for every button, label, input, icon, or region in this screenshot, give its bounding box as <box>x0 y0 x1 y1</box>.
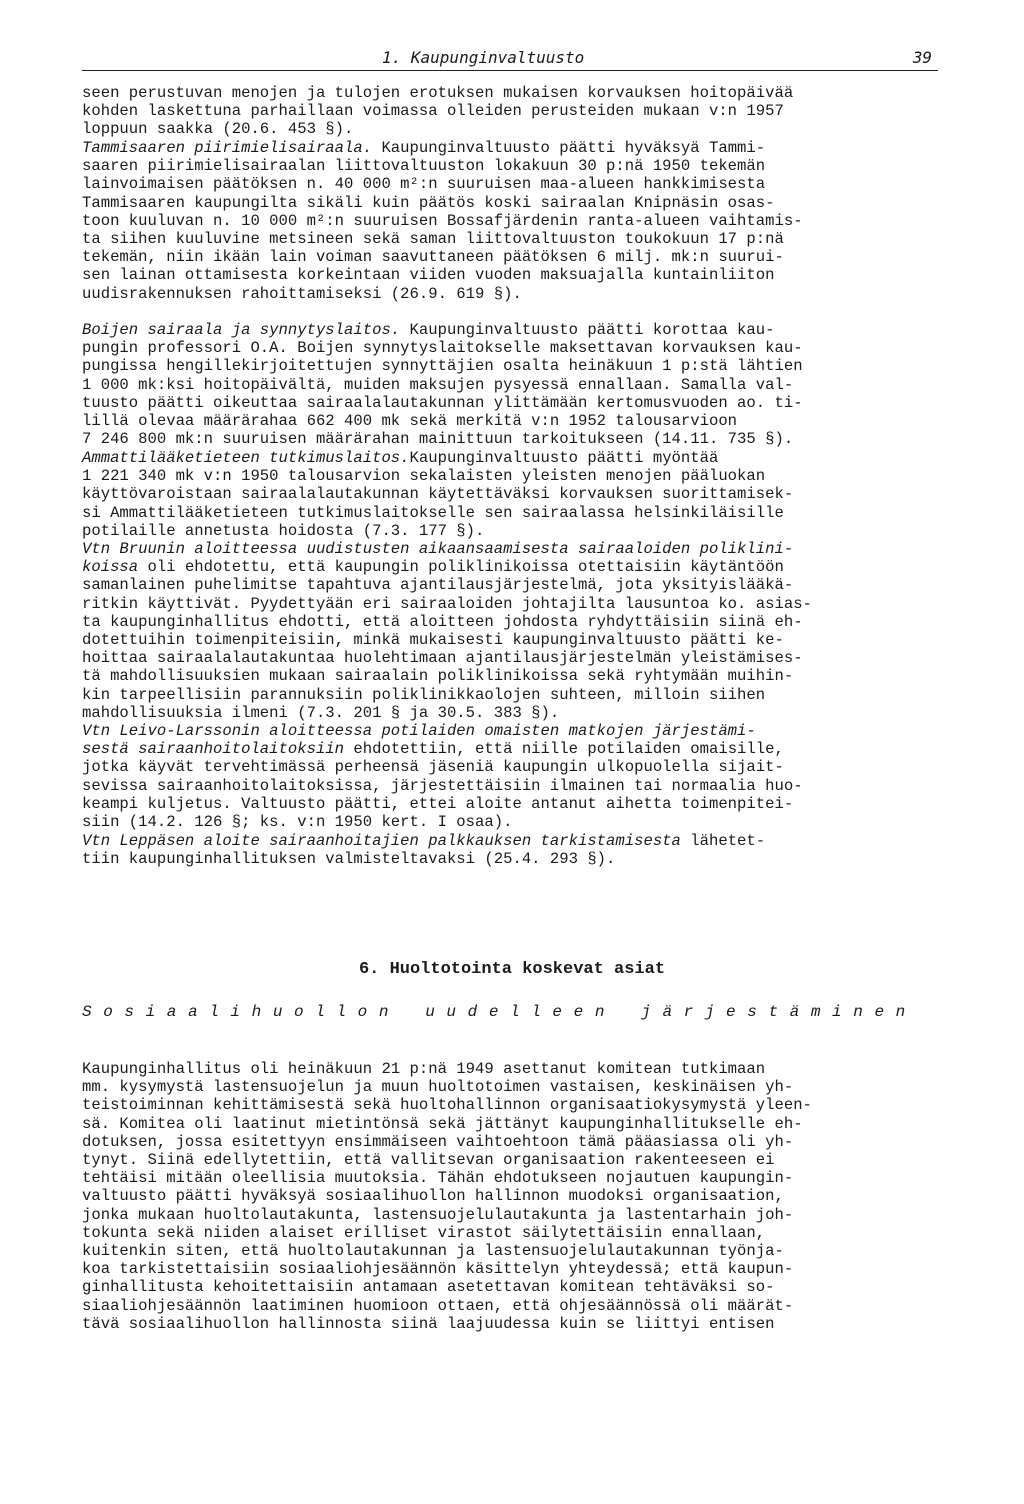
text-line: saaren piirimielisairaalan liittovaltuuston lokakuun 30 p:nä 1950 tekemän <box>82 157 766 176</box>
text-line: lillä olevaa määrärahaa 662 400 mk sekä merkitä v:n 1952 talousarvioon <box>82 412 738 431</box>
text-line: uudisrakennuksen rahoittamiseksi (26.9. 619 §). <box>82 284 522 303</box>
text-line: teistoiminnan kehittämisestä sekä huoltohallinnon organisaatiokysymystä yleen- <box>82 1096 812 1115</box>
text-line: Kaupunginvaltuusto päätti hyväksyä Tammi- <box>372 139 766 157</box>
page-header <box>82 44 938 71</box>
text-line: valtuusto päätti hyväksyä sosiaalihuollon hallinnon muodoksi organisaation, <box>82 1187 784 1206</box>
text-line: tävä sosiaalihuollon hallinnosta siinä laajuudessa kuin se liittyi entisen <box>82 1314 775 1333</box>
text-line: siaaliohjesäännön laatiminen huomioon ottaen, että ohjesäännössä oli määrät- <box>82 1296 794 1315</box>
paragraph-lead: Tammisaaren piirimielisairaala. <box>82 139 373 157</box>
paragraph-boije <box>82 321 952 448</box>
text-line: pungissa hengillekirjoitettujen synnyttäjien osalta heinäkuun 1 p:stä lähtien <box>82 357 803 376</box>
text-line: tehtäisi mitään oleellisia muutoksia. Tähän ehdotukseen nojautuen kaupungin- <box>82 1169 794 1188</box>
text-line: dotettuihin toimenpiteisiin, minkä mukaisesti kaupunginvaltuusto päätti ke- <box>82 631 784 650</box>
paragraph-leppanen <box>82 832 952 868</box>
text-line: tokunta sekä niiden alaiset erilliset virastot säilytettäisiin ennallaan, <box>82 1223 766 1242</box>
text-line: samanlainen puhelimitse tapahtuva ajantilausjärjestelmä, jota yksityislääkä- <box>82 576 794 595</box>
text-line: Kaupunginvaltuusto päätti myöntää <box>409 449 719 467</box>
text-line: kohden laskettuna parhaillaan voimassa olleiden perusteiden mukaan v:n 1957 <box>82 102 784 121</box>
text-line: jonka mukaan huoltolautakunta, lastensuojelulautakunta ja lastentarhain joh- <box>82 1205 794 1224</box>
text-line: si Ammattilääketieteen tutkimuslaitokselle sen sairaalassa helsinkiläisille <box>82 503 784 522</box>
text-line: ehdotettiin, että niille potilaiden omaisille, <box>344 740 784 759</box>
paragraph-leivo-larsson <box>82 722 952 831</box>
text-line: tä mahdollisuuksien mukaan sairaalain poliklinikoissa sekä ryhtymään muihin- <box>82 667 794 686</box>
section-heading: 6. Huoltotointa koskevat asiat <box>358 960 666 979</box>
text-line: mm. kysymystä lastensuojelun ja muun huoltotoimen vastaisen, keskinäisen yh- <box>82 1078 794 1097</box>
text-line: dotuksen, jossa esitettyyn ensimmäiseen vaihtoehtoon tämä pääasiassa oli yh- <box>82 1132 794 1151</box>
text-line: kin tarpeellisiin parannuksiin poliklinikkaolojen suhteen, milloin siihen <box>82 685 766 704</box>
text-line: tynyt. Siinä edellytettiin, että vallitsevan organisaation rakenteeseen ei <box>82 1151 775 1170</box>
text-line: Kaupunginvaltuusto päätti korottaa kau- <box>400 321 775 339</box>
text-line: seen perustuvan menojen ja tulojen erotuksen mukaisen korvauksen hoitopäivää <box>82 84 794 102</box>
paragraph-bruun <box>82 540 952 722</box>
text-line: Kaupunginhallitus oli heinäkuun 21 p:nä 1949 asettanut komitean tutkimaan <box>82 1060 766 1078</box>
text-line: koa tarkistettaisiin sosiaaliohjesäännön käsittelyn yhteydessä; että kaupun- <box>82 1260 794 1279</box>
text-line: 1 221 340 mk v:n 1950 talousarvion sekalaisten yleisten menojen pääluokan <box>82 467 766 486</box>
text-line: ginhallitusta kehoitettaisiin antamaan asetettavan komitean tehtäväksi so- <box>82 1278 775 1297</box>
text-line: hoittaa sairaalalautakuntaa huolehtimaan ajantilausjärjestelmän yleistämises- <box>82 649 803 668</box>
text-line: tekemän, niin ikään lain voiman saavuttaneen päätöksen 6 milj. mk:n suurui- <box>82 248 784 267</box>
paragraph-lead: Ammattilääketieteen tutkimuslaitos. <box>82 449 410 467</box>
text-line: ta siihen kuuluvine metsineen sekä saman liittovaltuuston toukokuun 17 p:nä <box>82 230 784 249</box>
text-line: sä. Komitea oli laatinut mietintönsä sekä jättänyt kaupunginhallitukselle eh- <box>82 1114 803 1133</box>
text-line: lähetet- <box>680 832 766 850</box>
text-line: siin (14.2. 126 §; ks. v:n 1950 kert. I osaa). <box>82 813 513 832</box>
paragraph-lead: Vtn Leppäsen aloite sairaanhoitajien palkkauksen tarkistamisesta <box>82 832 681 850</box>
text-line: toon kuuluvan n. 10 000 m²:n suuruisen Bossafjärdenin ranta-alueen vaihtamis- <box>82 211 803 230</box>
paragraph-lead: Vtn Leivo-Larssonin aloitteessa potilaiden omaisten matkojen järjestämi- <box>82 722 756 740</box>
text-line: pungin professori O.A. Boijen synnytyslaitokselle maksettavan korvauksen kau- <box>82 339 803 358</box>
text-line: tuusto päätti oikeuttaa sairaalalautakunnan ylittämään kertomusvuoden ao. ti- <box>82 393 803 412</box>
running-title: 1. Kaupunginvaltuusto <box>382 48 585 67</box>
text-line: kuitenkin siten, että huoltolautakunnan ja lastensuojelulautakunnan työnja- <box>82 1242 784 1261</box>
paragraph-lead-cont: sestä sairaanhoitolaitoksiin <box>82 740 345 759</box>
text-line: loppuun saakka (20.6. 453 §). <box>82 120 354 139</box>
text-line: sen lainan ottamisesta korkeintaan viiden vuoden maksuajalla kuntainliiton <box>82 266 775 285</box>
paragraph-lead-cont: koissa <box>82 558 139 577</box>
text-line: lainvoimaisen päätöksen n. 40 000 m²:n suuruisen maa-alueen hankkimisesta <box>82 175 766 194</box>
text-line: tiin kaupunginhallituksen valmisteltavaksi (25.4. 293 §). <box>82 850 616 869</box>
page-number: 39 <box>912 48 932 67</box>
paragraph-lead: Boijen sairaala ja synnytyslaitos. <box>82 321 401 339</box>
text-line: Tammisaaren kaupungilta sikäli kuin päätös koski sairaalan Knipnäsin osas- <box>82 193 775 212</box>
text-line: mahdollisuuksia ilmeni (7.3. 201 § ja 30.5. 383 §). <box>82 703 560 722</box>
text-line: 7 246 800 mk:n suuruisen määrärahan mainittuun tarkoitukseen (14.11. 735 §). <box>82 430 794 449</box>
text-line: jotka käyvät tervehtimässä perheensä jäseniä kaupungin ulkopuolella sijait- <box>82 758 784 777</box>
section-subheading <box>82 1003 942 1021</box>
paragraph-lead: Vtn Bruunin aloitteessa uudistusten aikaansaamisesta sairaaloiden poliklini- <box>82 540 794 558</box>
text-line: sevissa sairaanhoitolaitoksissa, järjestettäisiin ilmainen tai normaalia huo- <box>82 776 803 795</box>
text-line: käyttövaroistaan sairaalalautakunnan käytettäväksi korvauksen suorittamisek- <box>82 485 794 504</box>
top-paragraph <box>82 84 952 139</box>
text-line: oli ehdotettu, että kaupungin poliklinikoissa otettaisiin käytäntöön <box>138 558 784 577</box>
text-line: 1 000 mk:ksi hoitopäivältä, muiden maksujen pysyessä ennallaan. Samalla val- <box>82 375 794 394</box>
text-line: ta kaupunginhallitus ehdotti, että aloitteen johdosta ryhdyttäisiin siinä eh- <box>82 612 803 631</box>
section-body <box>82 1060 952 1333</box>
text-line: potilaille annetusta hoidosta (7.3. 177 §). <box>82 521 485 540</box>
text-line: keampi kuljetus. Valtuusto päätti, ettei aloite antanut aihetta toimenpitei- <box>82 794 794 813</box>
text-line: ritkin käyttivät. Pyydettyään eri sairaaloiden johtajilta lausuntoa ko. asias- <box>82 594 812 613</box>
paragraph-tammisaari <box>82 139 952 303</box>
paragraph-ammattilaaketiede <box>82 449 952 540</box>
subheading-text: Sosiaalihuollon uudelleen järjestäminen <box>82 1003 917 1021</box>
